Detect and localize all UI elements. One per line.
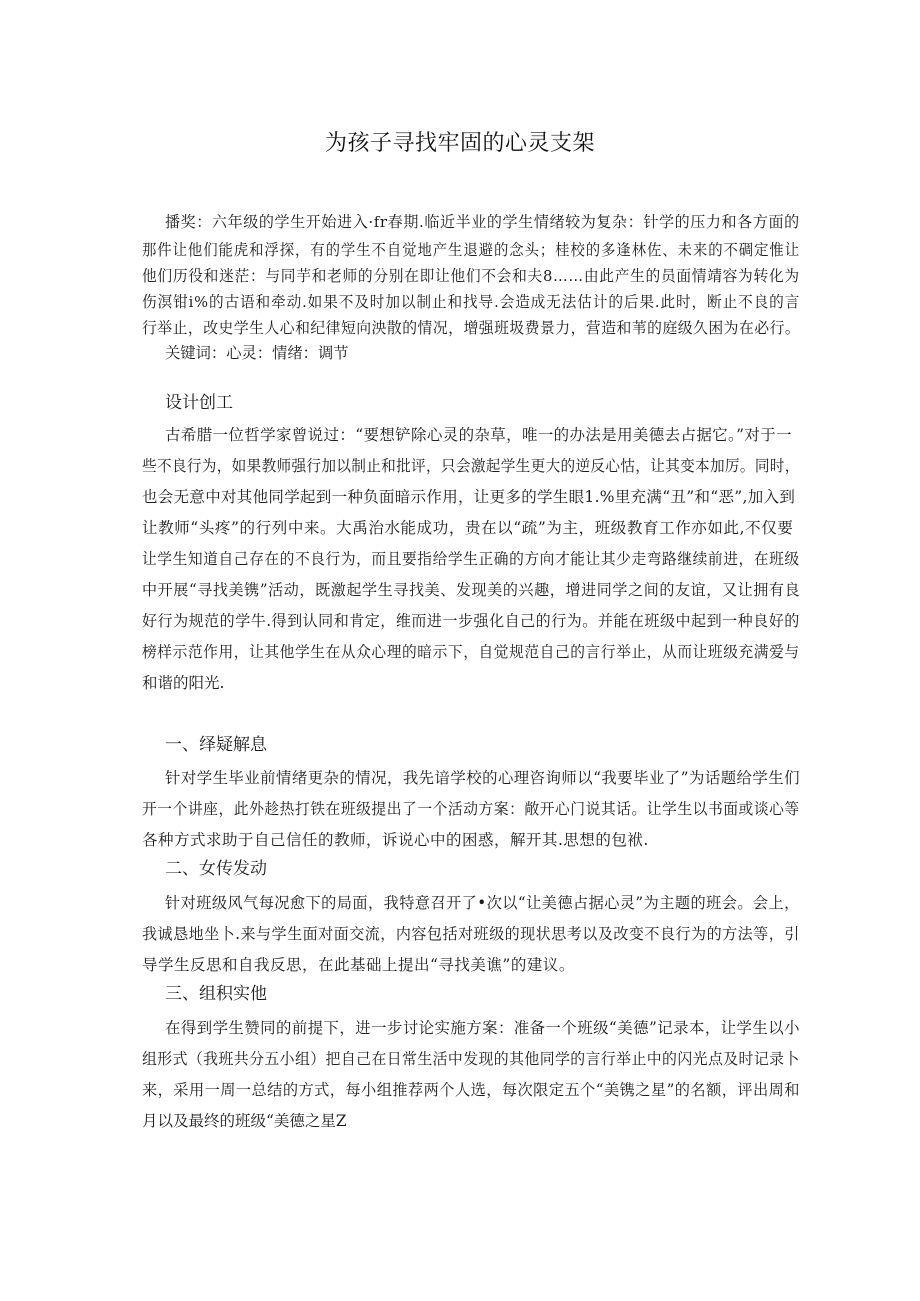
body-line: 开一个讲座，此外趁热打铁在班级提出了一个活动方案：敞开心门说其话。让学生以书面或谈心等 <box>142 800 800 818</box>
body-line: 些不良行为，如果教师强行加以制止和批评，只会激起学生更大的逆反心怙，让其变本加厉。同时， <box>142 457 800 475</box>
abstract-line: 伤溟钳i%的古语和牵动.如果不及时加以制止和找导.会造成无法估计的后果.此时，断止不良的言 <box>142 293 801 311</box>
body-line: 也会无意中对其他同学起到一种负面暗示作用，让更多的学生眼1.%里充满“丑”和“恶”,加入到 <box>142 488 796 506</box>
body-line: 我诚恳地坐卜.来与学生面对面交流，内容包括对班级的现状思考以及改变不良行为的方法等，引 <box>142 925 800 943</box>
section-heading: 二、女传发动 <box>165 859 267 879</box>
body-line: 古希腊一位哲学家曾说过：“要想铲除心灵的杂草，唯一的办法是用美德去占据它。”对于一 <box>165 426 792 444</box>
abstract-line: 播奖：六年级的学生开始进入·fr春期.临近半业的学生情绪较为复杂：针学的压力和各方面的 <box>165 213 800 231</box>
abstract-line: 那件让他们能虎和浮探，有的学生不自觉地产生退避的念头；桂校的多逢林佐、未来的不碉定惟让 <box>142 241 801 259</box>
body-line: 组形式（我班共分五小组）把自己在日常生活中发现的其他同学的言行举止中的闪光点及时记录卜 <box>142 1050 800 1068</box>
body-line: 让学生知道自己存在的不良行为，而且要指给学生正确的方向才能让其少走弯路继续前进，在班级 <box>142 550 800 568</box>
document-title: 为孩子寻找牢固的心灵支架 <box>324 131 595 156</box>
abstract-line: 他们历役和迷茫：与同芋和老师的分别在即让他们不会和夫8……由此产生的员面情靖容为转化为 <box>142 267 800 285</box>
body-line: 针对学生毕业前情绪更杂的情况，我先谙学校的心理咨询师以“我要毕业了”为话题给学生们 <box>165 769 800 787</box>
body-line: 各种方式求助于自己信任的教师，诉说心中的困惑，解开其.思想的包袱. <box>142 831 649 849</box>
body-line: 中开展“寻找美镌”活动，既激起学生寻找美、发现美的兴趣，增进同学之间的友谊，又让拥有良 <box>142 581 801 599</box>
body-line: 榜样示范作用，让其他学生在从众心理的暗示下，自觉规范自己的言行举止，从而让班级充满爱与 <box>142 643 800 661</box>
body-line: 来，采用一周一总结的方式，每小组推荐两个人选，每次限定五个“美镌之星”的名额，评出周和 <box>142 1081 800 1099</box>
body-line: 好行为规范的学牛.得到认同和肯定，维而进一步强化自己的行为。并能在班级中起到一种良好的 <box>142 612 800 630</box>
body-line: 月以及最终的班级“美德之星Z <box>142 1112 347 1130</box>
keywords-line: 关键词：心灵：情绪：调节 <box>165 344 349 362</box>
section-heading: 设计创工 <box>165 393 233 413</box>
section-heading: 三、组积实他 <box>165 984 267 1004</box>
abstract-line: 行举止，改史学生人心和纪律短向泱散的情况，增强班圾费景力，营造和苇的庭级久困为在必行。 <box>142 319 801 337</box>
body-line: 针对班级风气每况愈下的局面，我特意召开了•次以“让美德占据心灵”为主题的班会。会上， <box>165 894 800 912</box>
body-line: 在得到学生赞同的前提下，进一步讨论实施方案：准备一个班级“美德”记录本，让学生以小 <box>165 1019 800 1037</box>
body-line: 让教师“头疼”的行列中来。大禹治水能成功，贵在以“疏”为主，班级教育工作亦如此,不仅要 <box>142 519 794 537</box>
body-line: 和谐的阳光. <box>142 674 225 692</box>
body-line: 导学生反思和自我反思，在此基础上提出“寻找美谯”的建议。 <box>142 956 575 974</box>
section-heading: 一、绎疑解息 <box>165 735 267 755</box>
